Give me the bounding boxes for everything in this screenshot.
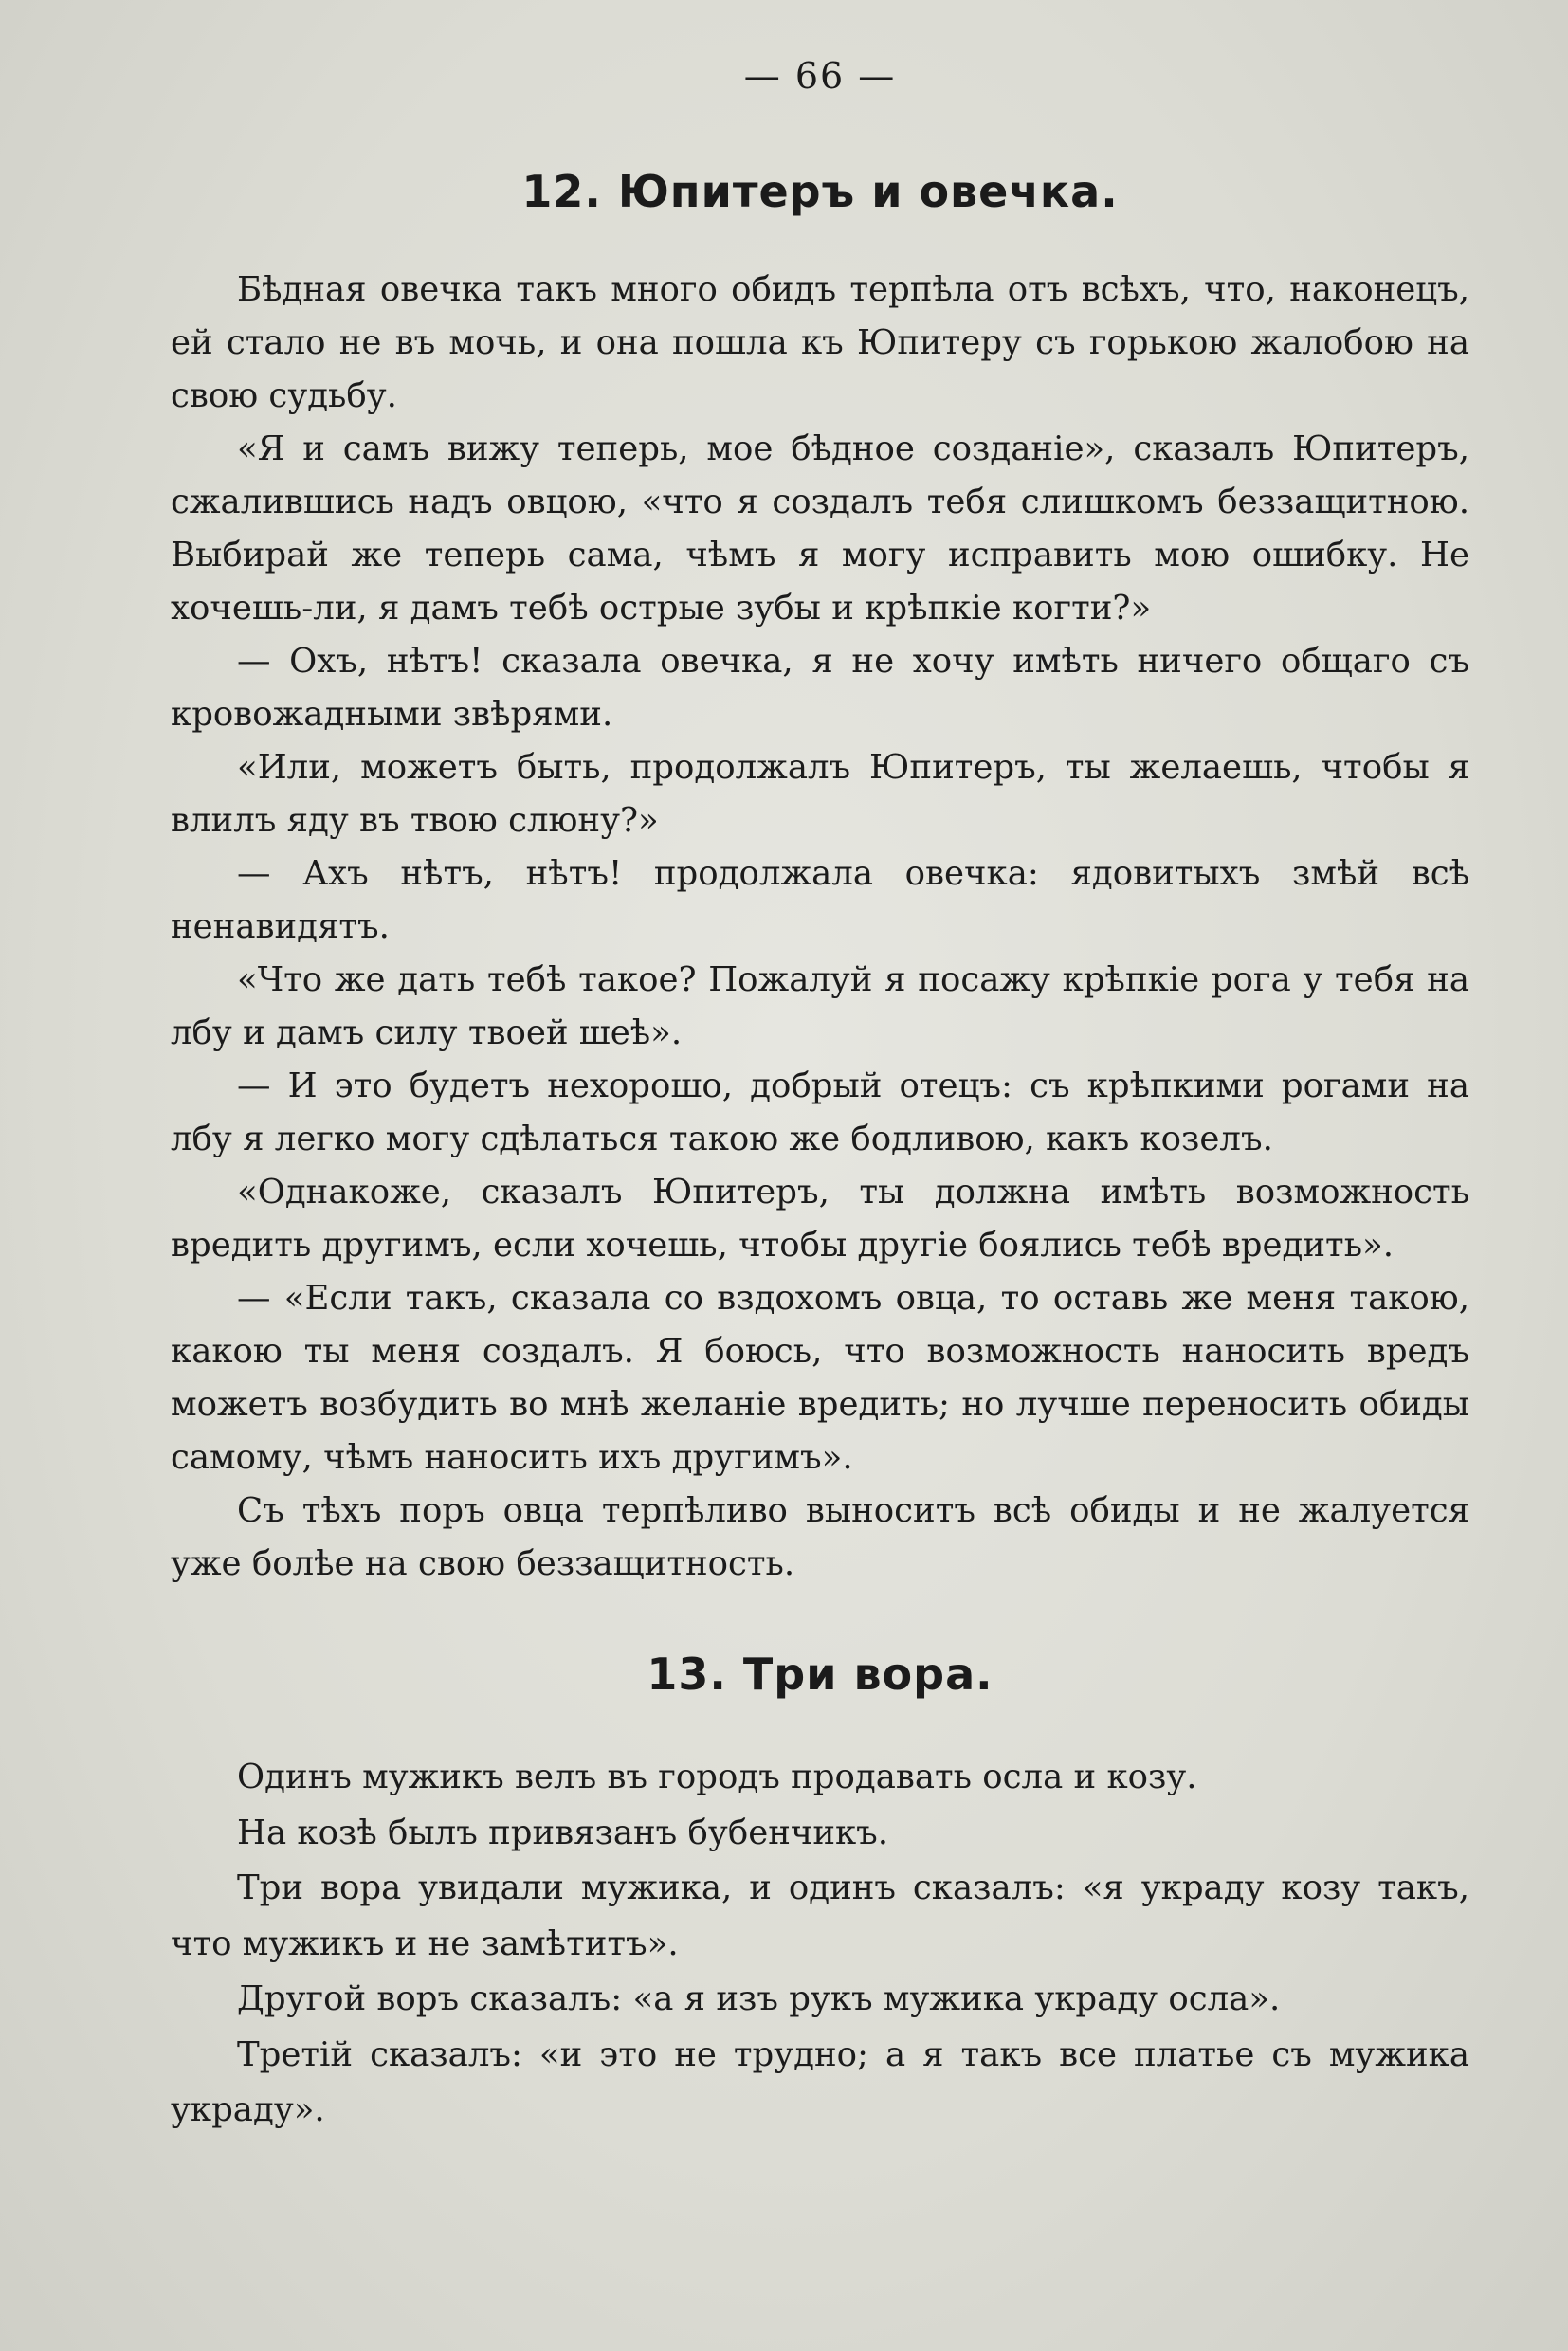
paragraph: Одинъ мужикъ велъ въ городъ продавать осла и козу. — [237, 1758, 1197, 1796]
fable-title: 13. Три вора. — [647, 1649, 994, 1700]
paragraph: На козѣ былъ привязанъ бубенчикъ. — [237, 1813, 889, 1852]
fable-jupiter-and-sheep — [171, 165, 1469, 1591]
book-page — [171, 38, 1469, 2139]
paragraph: Бѣдная овечка такъ много обидъ терпѣла отъ всѣхъ, что, наконецъ, ей стало не въ мочь, и она пошла къ Юпитеру съ горькою жалобою на свою судьбу. — [171, 270, 1469, 415]
paragraph: Третій сказалъ: «и это не трудно; а я такъ все платье съ мужика украду». — [171, 2034, 1469, 2129]
paragraph: «Или, можетъ быть, продолжалъ Юпитеръ, ты желаешь, чтобы я влилъ яду въ твою слюну?» — [171, 748, 1469, 840]
paragraph: «Что же дать тебѣ такое? Пожалуй я посажу крѣпкіе рога у тебя на лбу и дамъ силу твоей шеѣ». — [171, 960, 1469, 1052]
paragraph: — «Если такъ, сказала со вздохомъ овца, то оставь же меня такою, какою ты меня создалъ. Я боюсь, что возможность наносить вредъ можетъ возбудить во мнѣ желаніе вредить; но лучше переносить обиды самому, чѣмъ наносить ихъ другимъ». — [171, 1279, 1469, 1477]
fable-three-thieves — [171, 1648, 1469, 2139]
fable-title: 12. Юпитеръ и овечка. — [521, 166, 1119, 217]
paragraph: — Ахъ нѣтъ, нѣтъ! продолжала овечка: ядовитыхъ змѣй всѣ ненавидятъ. — [171, 854, 1469, 946]
paragraph: Съ тѣхъ поръ овца терпѣливо выноситъ всѣ обиды и не жалуется уже болѣе на свою беззащитность. — [171, 1491, 1469, 1583]
page-number: — 66 — — [743, 55, 897, 97]
paragraph: — Охъ, нѣтъ! сказала овечка, я не хочу имѣть ничего общаго съ кровожадными звѣрями. — [171, 642, 1469, 734]
paragraph: «Я и самъ вижу теперь, мое бѣдное созданіе», сказалъ Юпитеръ, сжалившись надъ овцою, «что я создалъ тебя слишкомъ беззащитною. Выбирай же теперь сама, чѣмъ я могу исправить мою ошибку. Не хочешь-ли, я дамъ тебѣ острые зубы и крѣпкіе когти?» — [171, 429, 1469, 628]
paragraph: Другой воръ сказалъ: «а я изъ рукъ мужика украду осла». — [237, 1979, 1281, 2018]
paragraph: Три вора увидали мужика, и одинъ сказалъ: «я украду козу такъ, что мужикъ и не замѣтитъ». — [171, 1868, 1469, 1963]
paragraph: «Однакоже, сказалъ Юпитеръ, ты должна имѣть возможность вредить другимъ, если хочешь, чтобы другіе боялись тебѣ вредить». — [171, 1173, 1469, 1265]
paragraph: — И это будетъ нехорошо, добрый отецъ: съ крѣпкими рогами на лбу я легко могу сдѣлаться такою же бодливою, какъ козелъ. — [171, 1066, 1469, 1158]
